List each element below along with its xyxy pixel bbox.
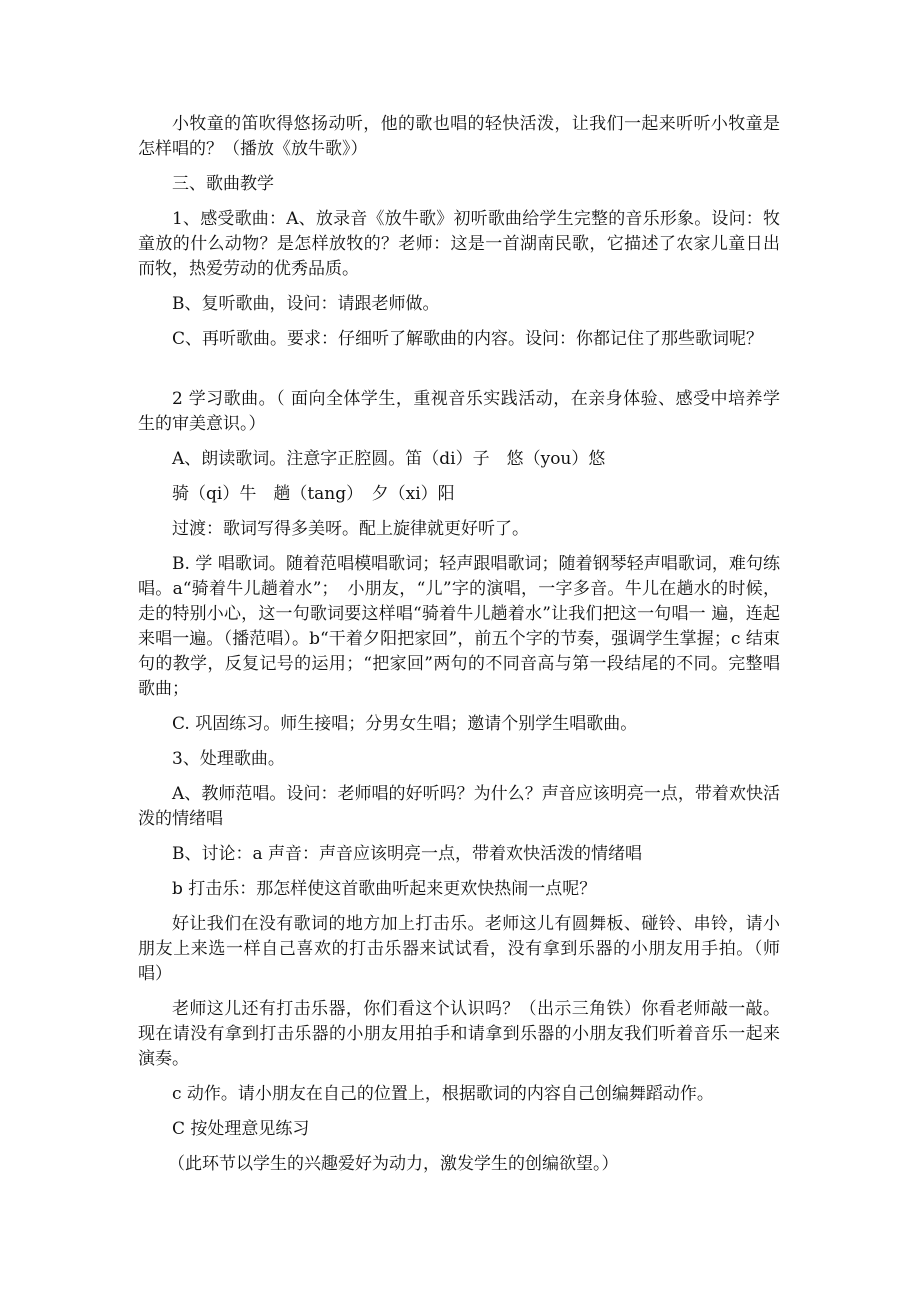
- section-heading-process-song: 3、处理歌曲。: [172, 749, 285, 769]
- paragraph-note: （此环节以学生的兴趣爱好为动力，激发学生的创编欲望。）: [168, 1154, 619, 1174]
- paragraph-practice: C 按处理意见练习: [172, 1119, 310, 1139]
- paragraph-learn-song: 2 学习歌曲。（ 面向全体学生，重视音乐实践活动，在亲身体验、感受中培养学生的审美意识。）: [138, 389, 780, 434]
- paragraph-triangle: 老师这儿还有打击乐器，你们看这个认识吗？（出示三角铁）你看老师敲一敲。现在请没有拿到打击乐器的小朋友用拍手和请拿到乐器的小朋友我们听着音乐一起来演奏。: [138, 999, 780, 1069]
- paragraph-add-percussion: 好让我们在没有歌词的地方加上打击乐。老师这儿有圆舞板、碰铃、串铃，请小朋友上来选一样自己喜欢的打击乐器来试试看，没有拿到乐器的小朋友用手拍。（师唱）: [138, 914, 780, 984]
- paragraph-teacher-demo: A、教师范唱。设问：老师唱的好听吗？为什么？声音应该明亮一点，带着欢快活泼的情绪唱: [138, 784, 780, 829]
- paragraph-consolidate: C. 巩固练习。师生接唱；分男女生唱；邀请个别学生唱歌曲。: [172, 714, 638, 734]
- paragraph-transition: 过渡：歌词写得多美呀。配上旋律就更好听了。: [172, 519, 529, 539]
- section-heading-song-teaching: 三、歌曲教学: [172, 174, 274, 194]
- paragraph-percussion: b 打击乐：那怎样使这首歌曲听起来更欢快热闹一点呢？: [172, 879, 597, 899]
- paragraph-read-lyrics: A、朗读歌词。注意字正腔圆。笛（di）子 悠（you）悠: [172, 449, 606, 469]
- paragraph-sing-lyrics: B. 学 唱歌词。随着范唱模唱歌词；轻声跟唱歌词；随着钢琴轻声唱歌词，难句练唱。a“骑着牛儿趟着水”； 小朋友，“儿”字的演唱，一字多音。牛儿在趟水的时候，走的特别小心，这一句歌词要这样唱“骑着牛儿趟着水”让我们把这一句唱一 遍，连起来唱一遍。（播范唱）。b“干着夕阳把家回”，前五个字的节奏，强调学生掌握；c 结束句的教学，反复记号的运用；“把家回”两句的不同音高与第一段结尾的不同。完整唱歌曲；: [138, 554, 780, 699]
- paragraph-listen-again: B、复听歌曲，设问：请跟老师做。: [172, 294, 440, 314]
- paragraph-listen-third: C、再听歌曲。要求：仔细听了解歌曲的内容。设问：你都记住了那些歌词呢？: [172, 329, 764, 349]
- paragraph-pronunciation: 骑（qi）牛 趟（tang） 夕（xi）阳: [172, 484, 455, 504]
- paragraph-discussion: B、讨论：a 声音：声音应该明亮一点，带着欢快活泼的情绪唱: [172, 844, 643, 864]
- paragraph-movement: c 动作。请小朋友在自己的位置上，根据歌词的内容自己创编舞蹈动作。: [172, 1084, 714, 1104]
- paragraph-feel-song: 1、感受歌曲：A、放录音《放牛歌》初听歌曲给学生完整的音乐形象。设问：牧童放的什么动物？是怎样放牧的？老师：这是一首湖南民歌，它描述了农家儿童日出而牧，热爱劳动的优秀品质。: [138, 209, 780, 279]
- paragraph-intro: 小牧童的笛吹得悠扬动听，他的歌也唱的轻快活泼，让我们一起来听听小牧童是怎样唱的？（播放《放牛歌》）: [138, 114, 780, 159]
